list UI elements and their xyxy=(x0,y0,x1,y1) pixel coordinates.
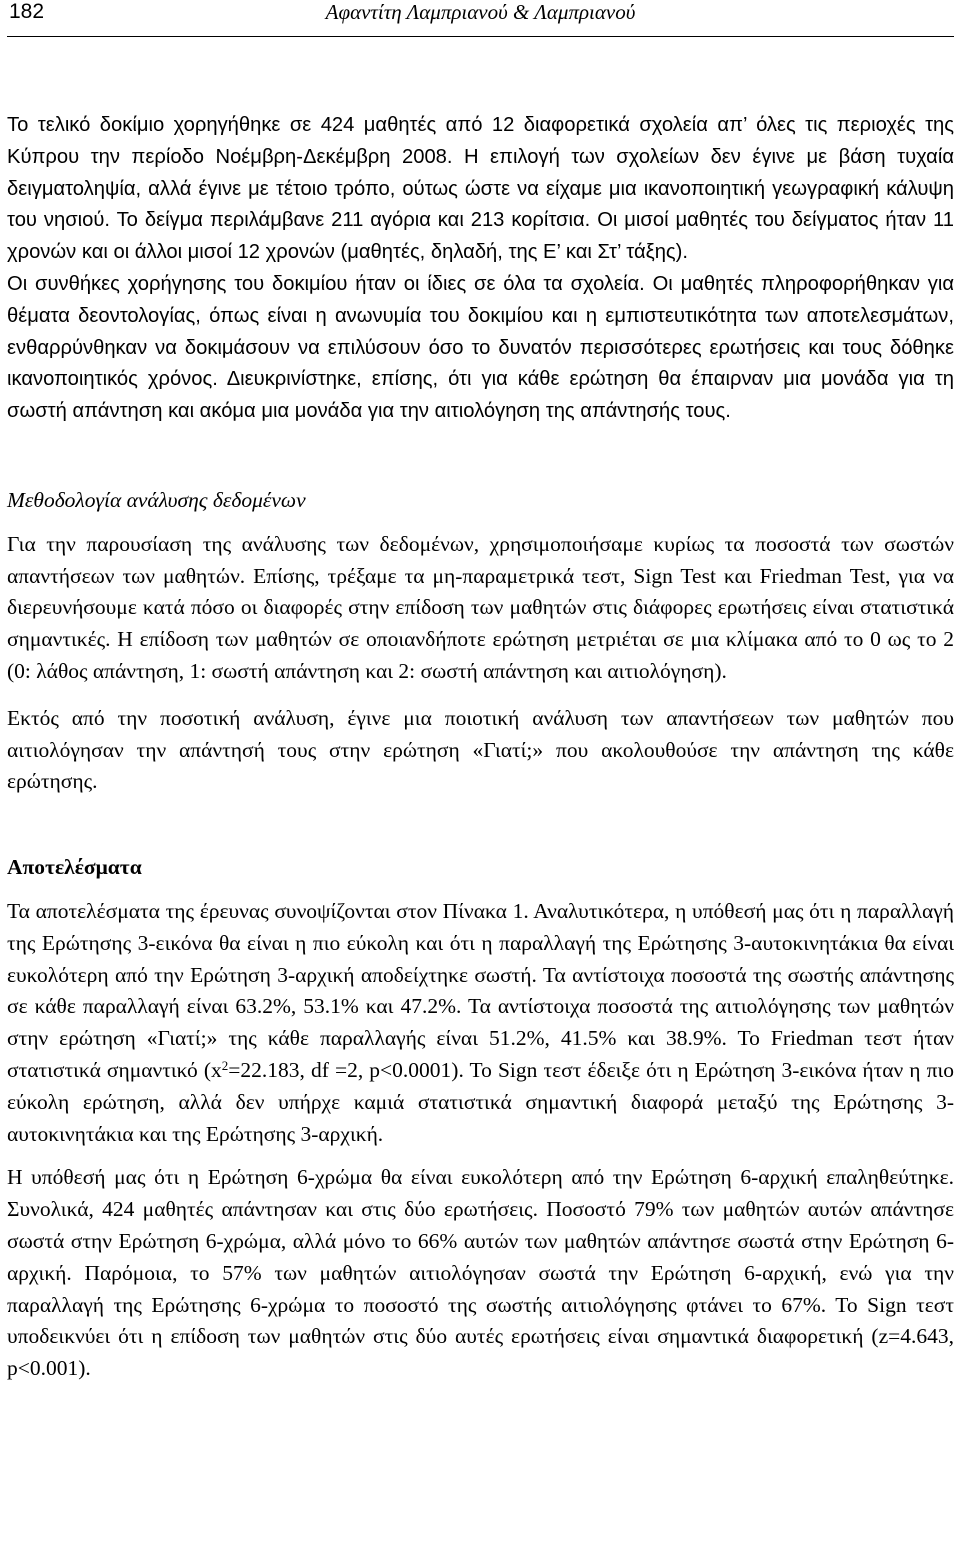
superscript-exponent: 2 xyxy=(221,1057,229,1073)
page-number: 182 xyxy=(9,0,45,23)
paragraph-results-question3 xyxy=(7,896,954,1150)
running-title: Αφαντίτη Λαμπριανού & Λαμπριανού xyxy=(325,0,636,24)
paragraph-methodology-qualitative: Εκτός από την ποσοτική ανάλυση, έγινε μια ποιοτική ανάλυση των απαντήσεων των μαθητών που αιτιολόγησαν την απάντησή τους στην ερώτηση «Γιατί;» που ακολουθούσε την απάντηση της κάθε ερώτησης. xyxy=(7,705,954,794)
results-text-part2: =22.183, df =2, p<0.0001). Το Sign τεστ έδειξε ότι η Ερώτηση 3-εικόνα ήταν η πιο εύκολη ερώτηση, αλλά δεν υπήρχε καμιά στατιστικά σημαντική διαφορά μεταξύ της Ερώτησης 3-αυτοκινητάκια και της Ερώτησης 3-αρχική. xyxy=(7,1057,954,1146)
section-heading-results: Αποτελέσματα xyxy=(7,855,142,880)
paragraph-methodology-quantitative: Για την παρουσίαση της ανάλυσης των δεδομένων, χρησιμοποιήσαμε κυρίως τα ποσοστά των σωστών απαντήσεων των μαθητών. Επίσης, τρέξαμε τα μη-παραμετρικά τεστ, Sign Test και Friedman Test, για να διερευνήσουμε κατά πόσο οι διαφορές στην επίδοση των μαθητών στις διάφορες ερωτήσεις είναι στατιστικά σημαντικές. Η επίδοση των μαθητών σε οποιανδήποτε ερώτηση μετριέται σε μια κλίμακα από το 0 ως το 2 (0: λάθος απάντηση, 1: σωστή απάντηση και 2: σωστή απάντηση και αιτιολόγηση). xyxy=(7,531,954,683)
paragraph-administration-conditions: Οι συνθήκες χορήγησης του δοκιμίου ήταν οι ίδιες σε όλα τα σχολεία. Οι μαθητές πληροφορήθηκαν για θέματα δεοντολογίας, όπως είναι η ανωνυμία του δοκιμίου και η εμπιστευτικότητα των αποτελεσμάτων, ενθαρρύνθηκαν να δοκιμάσουν να επιλύσουν όσο το δυνατόν περισσότερες ερωτήσεις και τους δόθηκε ικανοποιητικός χρόνος. Διευκρινίστηκε, επίσης, ότι για κάθε ερώτηση θα έπαιρναν μια μονάδα για τη σωστή απάντηση και ακόμα μια μονάδα για την αιτιολόγηση της απάντησής τους. xyxy=(7,272,954,423)
section-heading-methodology: Μεθοδολογία ανάλυσης δεδομένων xyxy=(7,487,306,512)
paragraph-results-question6: Η υπόθεσή μας ότι η Ερώτηση 6-χρώμα θα είναι ευκολότερη από την Ερώτηση 6-αρχική επαληθεύτηκε. Συνολικά, 424 μαθητές απάντησαν και στις δύο ερωτήσεις. Ποσοστό 79% των μαθητών αυτών απάντησε σωστά στην Ερώτηση 6-χρώμα, αλλά μόνο το 66% αυτών των μαθητών απάντησε σωστά στην Ερώτηση 6-αρχική. Παρόμοια, το 57% των μαθητών αιτιολόγησαν σωστά την Ερώτηση 6-αρχική, ενώ για την παραλλαγή της Ερώτησης 6-χρώμα το ποσοστό της σωστής αιτιολόγησης φτάνει το 67%. Το Sign τεστ υποδεικνύει ότι η επίδοση των μαθητών στις δύο αυτές ερωτήσεις είναι σημαντικά διαφορετική (z=4.643, p<0.001). xyxy=(7,1165,954,1381)
results-text-part1: Τα αποτελέσματα της έρευνας συνοψίζονται στον Πίνακα 1. Αναλυτικότερα, η υπόθεσή μας ότι η παραλλαγή της Ερώτησης 3-εικόνα θα είναι η πιο εύκολη και ότι η παραλλαγή της Ερώτησης 3-αυτοκινητάκια θα είναι ευκολότερη από την Ερώτηση 3-αρχική αποδείχτηκε σωστή. Τα αντίστοιχα ποσοστά της σωστής απάντησης σε κάθε παραλλαγή είναι 63.2%, 53.1% και 47.2%. Τα αντίστοιχα ποσοστά της αιτιολόγησης των μαθητών στην ερώτηση «Γιατί;» της κάθε παραλλαγής είναι 51.2%, 41.5% και 38.9%. Το Friedman τεστ ήταν στατιστικά σημαντικό (x xyxy=(7,898,954,1082)
paragraph-sample-description: Το τελικό δοκίμιο χορηγήθηκε σε 424 μαθητές από 12 διαφορετικά σχολεία απ’ όλες τις περιοχές της Κύπρου την περίοδο Νοέμβρη-Δεκέμβρη 2008. Η επιλογή των σχολείων δεν έγινε με βάση τυχαία δειγματοληψία, αλλά έγινε με τέτοιο τρόπο, ούτως ώστε να είχαμε μια ικανοποιητική γεωγραφική κάλυψη του νησιού. Το δείγμα περιλάμβανε 211 αγόρια και 213 κορίτσια. Οι μισοί μαθητές του δείγματος ήταν 11 χρονών και οι άλλοι μισοί 12 χρονών (μαθητές, δηλαδή, της Ε’ και Στ’ τάξης). xyxy=(7,114,954,264)
running-header xyxy=(7,0,954,37)
